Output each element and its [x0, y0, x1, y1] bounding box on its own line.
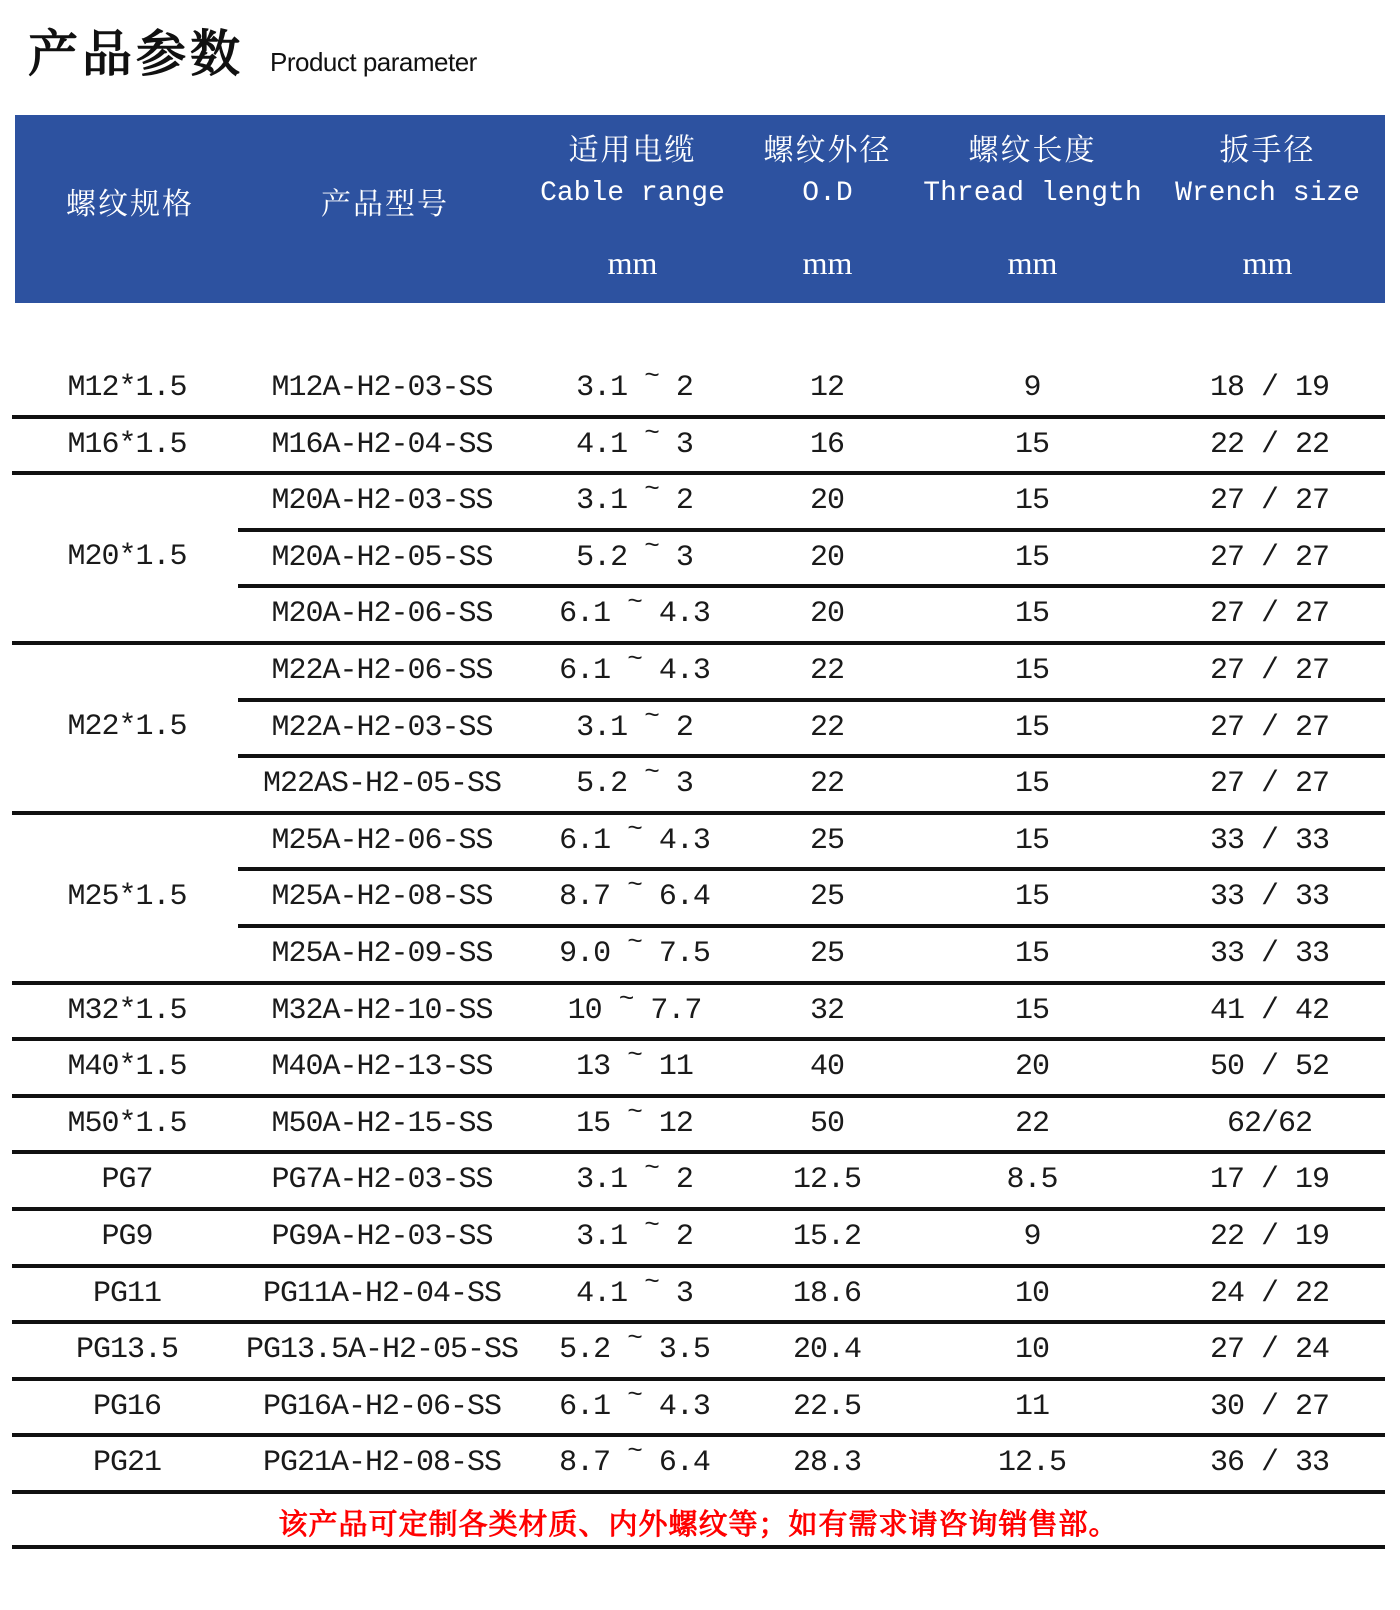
cell-thread-spec: M25*1.5: [67, 879, 187, 914]
cable-max: 11: [658, 1050, 693, 1085]
tilde-separator: ~: [627, 927, 642, 957]
cell-od: 22.5: [792, 1389, 861, 1424]
tilde-separator: ~: [644, 1266, 659, 1297]
cell-thread-length: 22: [1014, 1106, 1049, 1141]
cell-wrench-size: 33 / 33: [1209, 937, 1330, 971]
cell-thread-spec: M50*1.5: [67, 1106, 187, 1141]
cable-max: 7.5: [658, 937, 710, 971]
cell-model: PG21A-H2-08-SS: [262, 1446, 502, 1481]
cell-cable-range: [522, 360, 747, 417]
page-title-en: Product parameter: [270, 47, 477, 77]
cell-thread-length: 15: [1014, 880, 1049, 915]
cell-model: M22AS-H2-05-SS: [262, 767, 502, 802]
cell-cable-range: [522, 1039, 747, 1096]
cell-od: 16: [809, 427, 844, 462]
cell-od: 25: [809, 823, 844, 858]
cell-od: 15.2: [792, 1220, 861, 1254]
cable-min: 5.2: [559, 1333, 611, 1368]
header-cable-range: 适用电缆 Cable range mm: [540, 133, 725, 281]
cable-max: 4.3: [658, 1389, 710, 1424]
cell-od: 50: [809, 1106, 844, 1141]
cell-thread-spec: M32*1.5: [67, 993, 187, 1028]
cell-thread-spec: M16*1.5: [67, 427, 187, 462]
cell-thread-spec: M22*1.5: [67, 710, 187, 744]
cell-thread-spec: PG16: [92, 1389, 161, 1424]
cable-max: 2: [675, 1220, 693, 1254]
cell-od: 25: [809, 937, 844, 971]
cell-cable-range: [522, 1266, 747, 1323]
cell-od: 25: [809, 880, 844, 915]
cell-thread-length: 15: [1014, 710, 1049, 745]
tilde-separator: ~: [644, 757, 659, 788]
cell-model: PG9A-H2-03-SS: [271, 1220, 493, 1254]
cell-model: M32A-H2-10-SS: [271, 993, 493, 1028]
tilde-separator: ~: [627, 870, 642, 901]
header-model: 产品型号: [321, 187, 449, 222]
tilde-separator: ~: [644, 361, 659, 391]
cell-model: PG16A-H2-06-SS: [262, 1389, 502, 1424]
cell-thread-length: 10: [1014, 1276, 1049, 1311]
cell-thread-length: 9: [1023, 1220, 1041, 1254]
cell-model: PG11A-H2-04-SS: [262, 1276, 502, 1311]
tilde-separator: ~: [627, 644, 642, 674]
cable-min: 3.1: [576, 1220, 628, 1254]
cell-thread-spec: PG7: [101, 1163, 153, 1198]
cell-cable-range: [522, 1209, 747, 1266]
tilde-separator: ~: [618, 983, 634, 1014]
cable-min: 3.1: [576, 1163, 628, 1198]
cell-od: 22: [809, 767, 844, 802]
cell-cable-range: [522, 530, 747, 587]
cell-od: 18.6: [792, 1276, 861, 1311]
cell-cable-range: [522, 643, 747, 700]
cell-model: M25A-H2-06-SS: [271, 823, 493, 858]
cell-model: M16A-H2-04-SS: [271, 427, 493, 462]
cable-min: 15: [576, 1106, 611, 1141]
cable-max: 2: [675, 1163, 693, 1198]
header-wrench-size: 扳手径 Wrench size mm: [1175, 133, 1360, 281]
cell-model: M25A-H2-08-SS: [271, 880, 493, 915]
cell-cable-range: [522, 983, 747, 1040]
cell-thread-length: 15: [1014, 937, 1049, 971]
tilde-separator: ~: [627, 1323, 642, 1354]
cable-max: 2: [675, 484, 693, 519]
cell-od: 12.5: [792, 1163, 861, 1198]
cable-min: 3.1: [576, 710, 628, 745]
cell-model: M22A-H2-06-SS: [271, 654, 493, 688]
cable-min: 3.1: [576, 371, 628, 405]
cable-max: 4.3: [658, 654, 710, 688]
cell-model: M20A-H2-05-SS: [271, 540, 493, 575]
cable-max: 2: [675, 710, 693, 745]
cell-thread-spec: PG13.5: [75, 1333, 179, 1368]
cable-max: 3: [675, 767, 693, 802]
cable-max: 3.5: [658, 1333, 710, 1368]
cell-thread-spec: PG9: [101, 1220, 153, 1254]
cell-cable-range: [522, 813, 747, 870]
cable-max: 3: [675, 540, 693, 575]
cell-thread-spec: PG21: [92, 1446, 161, 1481]
group-divider: [12, 1490, 1385, 1494]
cell-cable-range: [522, 1322, 747, 1379]
cell-thread-length: 15: [1014, 484, 1049, 519]
cell-wrench-size: 50 / 52: [1209, 1050, 1330, 1085]
cell-model: M20A-H2-06-SS: [271, 597, 493, 632]
cable-min: 4.1: [576, 427, 628, 462]
cell-thread-spec: PG11: [92, 1276, 161, 1311]
cell-thread-length: 11: [1014, 1389, 1049, 1424]
cell-model: PG7A-H2-03-SS: [271, 1163, 493, 1198]
cell-cable-range: [522, 1379, 747, 1436]
tilde-separator: ~: [644, 700, 659, 731]
cable-min: 6.1: [559, 1389, 611, 1424]
cell-od: 40: [809, 1050, 844, 1085]
cable-min: 3.1: [576, 484, 628, 519]
cell-model: M22A-H2-03-SS: [271, 710, 493, 745]
cable-min: 13: [576, 1050, 611, 1085]
cell-od: 20.4: [792, 1333, 861, 1368]
cell-cable-range: [522, 473, 747, 530]
cell-thread-length: 15: [1014, 654, 1049, 688]
cell-model: M25A-H2-09-SS: [271, 937, 493, 971]
cell-thread-length: 15: [1014, 993, 1049, 1028]
cell-od: 20: [809, 484, 844, 519]
header-thread-length: 螺纹长度 Thread length mm: [923, 133, 1142, 281]
cell-model: M50A-H2-15-SS: [271, 1106, 493, 1141]
cell-cable-range: [522, 1096, 747, 1153]
tilde-separator: ~: [627, 1436, 642, 1467]
tilde-separator: ~: [644, 417, 659, 448]
cable-max: 2: [675, 371, 693, 405]
cell-wrench-size: 27 / 27: [1209, 654, 1330, 688]
cell-thread-length: 9: [1023, 371, 1041, 405]
cell-cable-range: [522, 926, 747, 983]
customization-note: 该产品可定制各类材质、内外螺纹等；如有需求请咨询销售部。: [278, 1507, 1119, 1541]
cell-wrench-size: 41 / 42: [1209, 993, 1330, 1028]
cell-thread-spec: M20*1.5: [67, 540, 187, 575]
cell-od: 22: [809, 710, 844, 745]
cell-wrench-size: 33 / 33: [1209, 880, 1330, 915]
cell-thread-length: 15: [1014, 597, 1049, 632]
tilde-separator: ~: [627, 813, 642, 844]
cell-thread-length: 10: [1014, 1333, 1049, 1368]
tilde-separator: ~: [627, 1096, 642, 1127]
cell-wrench-size: 27 / 27: [1209, 597, 1330, 632]
cable-min: 9.0: [559, 937, 611, 971]
cell-wrench-size: 24 / 22: [1209, 1276, 1330, 1311]
cell-wrench-size: 27 / 27: [1209, 484, 1330, 519]
tilde-separator: ~: [627, 1379, 642, 1410]
cell-cable-range: [522, 1152, 747, 1209]
cell-cable-range: [522, 586, 747, 643]
cell-od: 28.3: [792, 1446, 861, 1481]
cable-min: 4.1: [576, 1276, 628, 1311]
cable-max: 12: [658, 1106, 693, 1141]
cable-min: 6.1: [559, 654, 611, 688]
tilde-separator: ~: [644, 474, 659, 505]
cable-max: 6.4: [658, 880, 710, 915]
cell-wrench-size: 27 / 27: [1209, 767, 1330, 802]
cell-model: PG13.5A-H2-05-SS: [245, 1333, 519, 1368]
cell-cable-range: [522, 417, 747, 474]
cell-thread-length: 15: [1014, 540, 1049, 575]
cable-max: 6.4: [658, 1446, 710, 1481]
cell-model: M40A-H2-13-SS: [271, 1050, 493, 1085]
cell-od: 22: [809, 654, 844, 688]
cell-thread-length: 15: [1014, 767, 1049, 802]
cable-min: 5.2: [576, 540, 628, 575]
cell-wrench-size: 27 / 27: [1209, 540, 1330, 575]
cell-wrench-size: 62/62: [1226, 1106, 1312, 1141]
cell-thread-length: 12.5: [997, 1446, 1066, 1481]
cell-thread-length: 20: [1014, 1050, 1049, 1085]
cell-wrench-size: 22 / 19: [1209, 1220, 1330, 1254]
cable-min: 8.7: [559, 880, 611, 915]
tilde-separator: ~: [627, 1040, 642, 1071]
cell-wrench-size: 27 / 24: [1209, 1333, 1330, 1368]
cell-wrench-size: 33 / 33: [1209, 823, 1330, 858]
cell-od: 20: [809, 597, 844, 632]
cell-wrench-size: 30 / 27: [1209, 1389, 1330, 1424]
cell-wrench-size: 27 / 27: [1209, 710, 1330, 745]
cell-thread-spec: M12*1.5: [67, 371, 187, 405]
cell-wrench-size: 18 / 19: [1209, 371, 1330, 405]
cable-max: 3: [675, 1276, 693, 1311]
cell-od: 32: [809, 993, 844, 1028]
cell-model: M12A-H2-03-SS: [271, 371, 493, 405]
cell-od: 20: [809, 540, 844, 575]
tilde-separator: ~: [644, 530, 659, 561]
page-title-cn: 产品参数: [28, 25, 244, 83]
header-thread-spec: 螺纹规格: [66, 187, 194, 222]
cell-wrench-size: 36 / 33: [1209, 1446, 1330, 1481]
tilde-separator: ~: [644, 1210, 659, 1240]
cell-thread-length: 15: [1014, 427, 1049, 462]
cable-min: 6.1: [559, 597, 611, 632]
cell-cable-range: [522, 869, 747, 926]
cable-min: 5.2: [576, 767, 628, 802]
cable-min: 8.7: [559, 1446, 611, 1481]
cell-wrench-size: 22 / 22: [1209, 427, 1330, 462]
cable-min: 6.1: [559, 823, 611, 858]
cable-min: 10: [567, 993, 602, 1028]
cable-max: 3: [675, 427, 693, 462]
cable-max: 4.3: [658, 597, 710, 632]
page-title: [28, 14, 477, 84]
cell-model: M20A-H2-03-SS: [271, 484, 493, 519]
table-header: [15, 115, 1385, 303]
cell-thread-length: 15: [1014, 823, 1049, 858]
cell-cable-range: [522, 756, 747, 813]
cable-max: 4.3: [658, 823, 710, 858]
cable-max: 7.7: [650, 993, 702, 1028]
cell-od: 12: [809, 371, 844, 405]
tilde-separator: ~: [644, 1153, 659, 1184]
cell-cable-range: [522, 700, 747, 757]
tilde-separator: ~: [627, 587, 642, 618]
cell-wrench-size: 17 / 19: [1209, 1163, 1330, 1198]
cell-thread-length: 8.5: [1006, 1163, 1058, 1198]
cell-thread-spec: M40*1.5: [67, 1050, 187, 1085]
header-od: 螺纹外径 O.D mm: [763, 133, 892, 281]
cell-cable-range: [522, 1435, 747, 1492]
